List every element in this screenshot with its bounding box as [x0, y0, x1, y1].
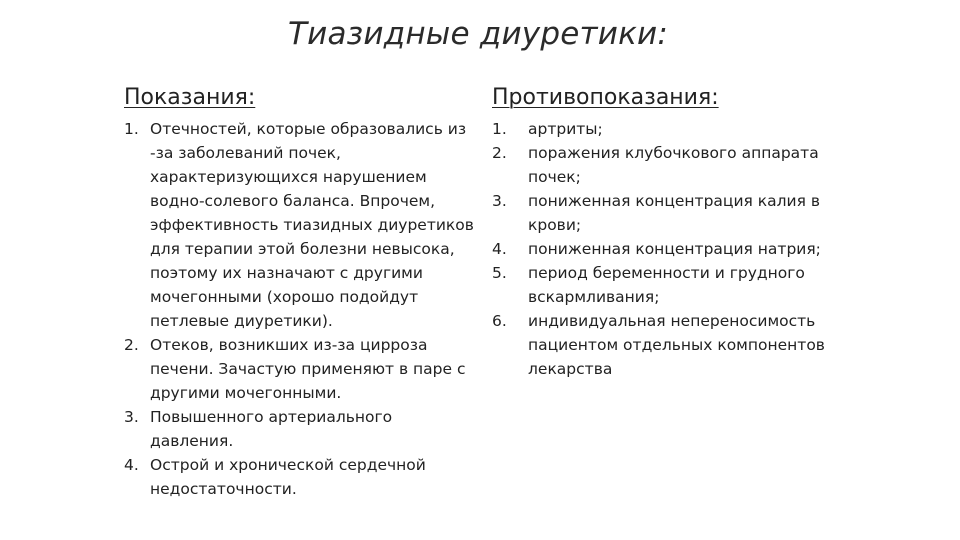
contraindication-item-text: [528, 237, 842, 261]
contraindication-item-line: индивидуальная непереносимость: [528, 312, 816, 330]
contraindication-item: [492, 189, 842, 237]
indication-item-line: недостаточности.: [150, 480, 297, 498]
contraindications-heading: Противопоказания:: [492, 85, 719, 110]
indication-item-line: характеризующихся нарушением: [150, 168, 427, 186]
contraindication-item: [492, 117, 842, 141]
indication-item-line: -за заболеваний почек,: [150, 144, 341, 162]
indication-item-line: водно-солевого баланса. Впрочем,: [150, 192, 436, 210]
contraindication-item: [492, 237, 842, 261]
indication-item-line: давления.: [150, 432, 234, 450]
indication-item-line: Отеков, возникших из-за цирроза: [150, 336, 428, 354]
indications-list: [124, 117, 480, 501]
indication-item-line: Повышенного артериального: [150, 408, 393, 426]
contraindication-item-number: 6.: [492, 312, 507, 330]
contraindication-item-text: [528, 189, 842, 237]
contraindication-item: [492, 261, 842, 309]
contraindication-item-text: [528, 117, 842, 141]
contraindication-item-line: крови;: [528, 216, 582, 234]
indications-heading: Показания:: [124, 85, 256, 110]
contraindication-item-number: 5.: [492, 264, 507, 282]
contraindication-item-line: почек;: [528, 168, 581, 186]
indication-item: [124, 333, 480, 405]
contraindication-item-number: 4.: [492, 240, 507, 258]
indication-item: [124, 117, 480, 333]
contraindication-item-text: [528, 261, 842, 309]
indication-item-line: мочегонными (хорошо подойдут: [150, 288, 419, 306]
slide-title: Тиазидные диуретики:: [288, 16, 669, 52]
contraindication-item-line: пониженная концентрация натрия;: [528, 240, 821, 258]
indication-item-line: Острой и хронической сердечной: [150, 456, 426, 474]
indication-item-line: для терапии этой болезни невысока,: [150, 240, 455, 258]
contraindication-item-number: 3.: [492, 192, 507, 210]
indication-item: [124, 405, 480, 453]
indication-item-line: печени. Зачастую применяют в паре с: [150, 360, 466, 378]
contraindication-item-line: вскармливания;: [528, 288, 660, 306]
contraindication-item-line: период беременности и грудного: [528, 264, 805, 282]
indication-item-line: эффективность тиазидных диуретиков: [150, 216, 474, 234]
indication-item-text: [150, 117, 480, 333]
contraindications-list: [492, 117, 842, 381]
contraindication-item-text: [528, 141, 842, 189]
contraindication-item-text: [528, 309, 842, 381]
contraindication-item-number: 1.: [492, 120, 507, 138]
contraindication-item-number: 2.: [492, 144, 507, 162]
indication-item: [124, 453, 480, 501]
indication-item-text: [150, 453, 480, 501]
contraindication-item-line: лекарства: [528, 360, 613, 378]
indication-item-line: поэтому их назначают с другими: [150, 264, 423, 282]
contraindication-item: [492, 309, 842, 381]
indication-item-line: Отечностей, которые образовались из: [150, 120, 467, 138]
contraindication-item-line: пациентом отдельных компонентов: [528, 336, 825, 354]
indication-item-line: петлевые диуретики).: [150, 312, 333, 330]
indication-item-number: 3.: [124, 408, 139, 426]
contraindication-item-line: пониженная концентрация калия в: [528, 192, 821, 210]
indication-item-text: [150, 333, 480, 405]
indication-item-number: 4.: [124, 456, 139, 474]
indication-item-number: 2.: [124, 336, 139, 354]
indication-item-line: другими мочегонными.: [150, 384, 342, 402]
indication-item-text: [150, 405, 480, 453]
indication-item-number: 1.: [124, 120, 139, 138]
contraindication-item-line: артриты;: [528, 120, 603, 138]
contraindication-item-line: поражения клубочкового аппарата: [528, 144, 819, 162]
contraindication-item: [492, 141, 842, 189]
